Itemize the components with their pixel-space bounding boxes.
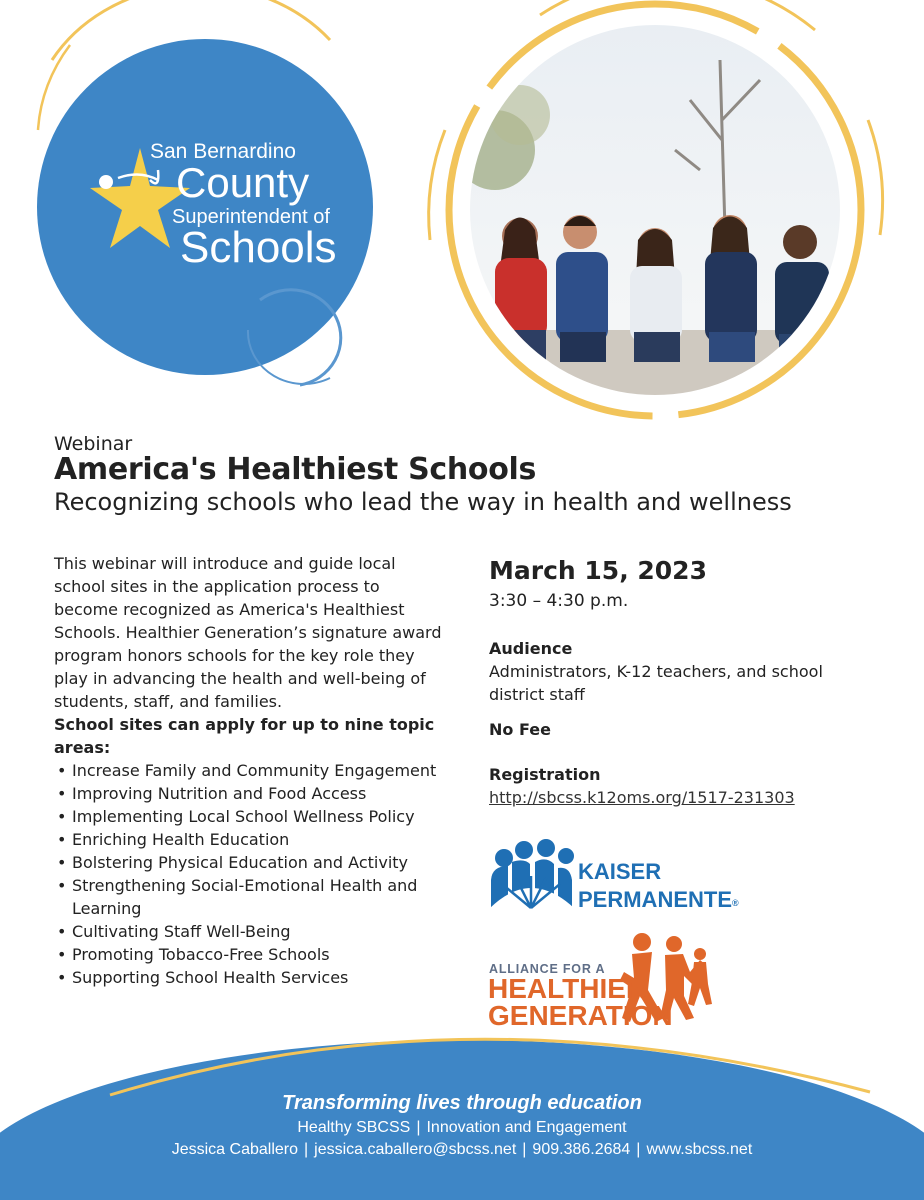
logo-line-1: San Bernardino (150, 140, 296, 163)
footer-contact (0, 1141, 924, 1159)
alliance-small-text: ALLIANCE FOR A (489, 962, 606, 976)
registered-mark: ® (732, 898, 739, 908)
list-item: • Increase Family and Community Engagement (54, 759, 444, 782)
list-item: • Strengthening Social-Emotional Health and Learning (54, 874, 444, 920)
contact-name: Jessica Caballero (171, 1141, 298, 1158)
contact-email[interactable]: jessica.caballero@sbcss.net (314, 1141, 517, 1158)
list-item: • Implementing Local School Wellness Policy (54, 805, 444, 828)
footer-separator: | (636, 1141, 641, 1158)
photo-ring-arc-left (429, 130, 445, 240)
list-item: • Cultivating Staff Well-Being (54, 920, 444, 943)
event-date: March 15, 2023 (489, 556, 707, 585)
event-details (489, 554, 869, 809)
footer-separator: | (416, 1119, 421, 1136)
photo-ring-arc-right (868, 120, 883, 235)
logo-line-2: County (176, 159, 310, 206)
footer-separator: | (522, 1141, 527, 1158)
footer-separator: | (304, 1141, 309, 1158)
kaiser-name-line-2 (578, 887, 739, 913)
webinar-label: Webinar (54, 433, 133, 455)
list-item: • Supporting School Health Services (54, 966, 444, 989)
kaiser-name-line-1: KAISER (578, 859, 662, 884)
group-photo-icon (455, 20, 860, 410)
description-column (54, 552, 444, 989)
kaiser-name-text: PERMANENTE (578, 887, 733, 912)
page-subtitle: Recognizing schools who lead the way in health and wellness (54, 488, 792, 516)
registration-label: Registration (489, 765, 601, 784)
alliance-big-text-1: HEALTHIER (488, 973, 647, 1004)
contact-phone: 909.386.2684 (532, 1141, 631, 1158)
footer-department (0, 1119, 924, 1137)
list-item: • Promoting Tobacco-Free Schools (54, 943, 444, 966)
list-item: • Improving Nutrition and Food Access (54, 782, 444, 805)
fee-label: No Fee (489, 720, 551, 739)
logo-line-4: Schools (180, 223, 337, 272)
footer-dept-a: Healthy SBCSS (297, 1119, 411, 1136)
alliance-big-text-2: GENERATION (488, 1000, 673, 1031)
registration-link[interactable]: http://sbcss.k12oms.org/1517-231303 (489, 788, 795, 807)
logo-line-3: Superintendent of (172, 206, 330, 228)
list-item: • Bolstering Physical Education and Activity (54, 851, 444, 874)
audience-value: Administrators, K-12 teachers, and school district staff (489, 662, 823, 704)
footer-dept-b: Innovation and Engagement (426, 1119, 627, 1136)
page-title: America's Healthiest Schools (54, 452, 537, 487)
intro-paragraph: This webinar will introduce and guide local school sites in the application process to become recognized as America's Healthiest Schools. Healthier Generation’s signature award program honors schools for the key role they play in advancing the health and well-being of students, staff, and families. (54, 554, 442, 711)
audience-label: Audience (489, 639, 573, 658)
topics-heading: School sites can apply for up to nine topic areas: (54, 715, 435, 757)
footer-tagline: Transforming lives through education (282, 1092, 642, 1114)
event-time: 3:30 – 4:30 p.m. (489, 591, 629, 611)
kaiser-permanente-logo-icon (490, 839, 574, 908)
contact-website[interactable]: www.sbcss.net (646, 1141, 753, 1158)
list-item: • Enriching Health Education (54, 828, 444, 851)
topic-list (54, 759, 444, 989)
